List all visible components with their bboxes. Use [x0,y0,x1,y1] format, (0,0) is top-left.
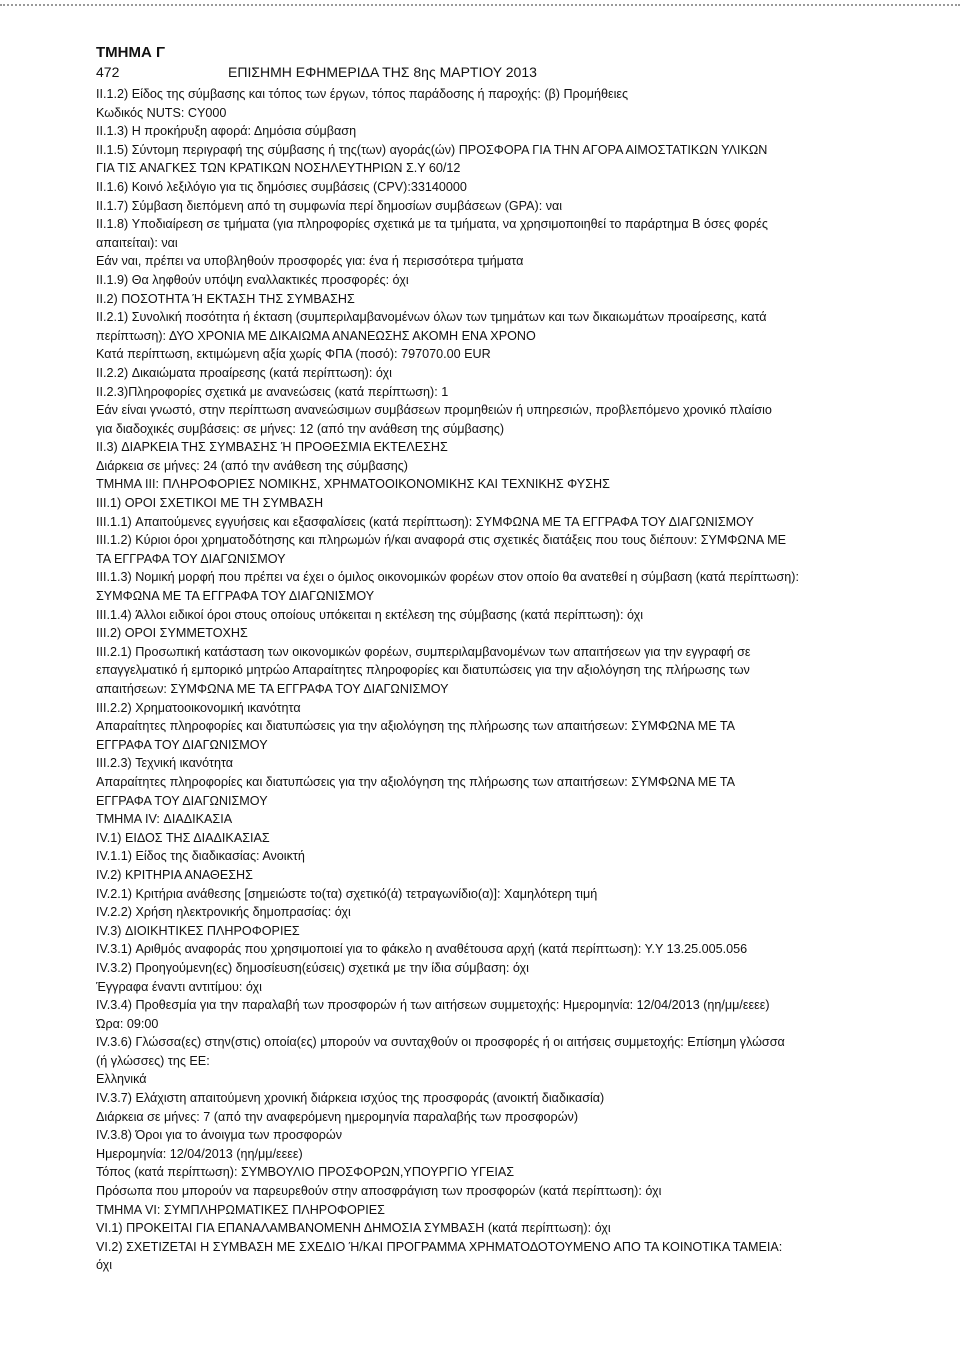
notice-line: Ημερομηνία: 12/04/2013 (ηη/μμ/εεεε) [96,1146,303,1161]
notice-line: II.2.2) Δικαιώματα προαίρεσης (κατά περίπτωση): όχι [96,365,392,380]
notice-line: II.1.7) Σύμβαση διεπόμενη από τη συμφωνία περί δημοσίων συμβάσεων (GPA): ναι [96,198,563,213]
notice-line: ΓΙΑ ΤΙΣ ΑΝΑΓΚΕΣ ΤΩΝ ΚΡΑΤΙΚΩΝ ΝΟΣΗΛΕΥΤΗΡΙΩΝ Σ.Υ 60/12 [96,161,461,176]
notice-line: IV.3.7) Ελάχιστη απαιτούμενη χρονική διάρκεια ισχύος της προσφοράς (ανοικτή διαδικασία) [96,1091,605,1106]
notice-line: Τόπος (κατά περίπτωση): ΣΥΜΒΟΥΛΙΟ ΠΡΟΣΦΟΡΩΝ,ΥΠΟΥΡΓΙΟ ΥΓΕΙΑΣ [96,1165,515,1180]
notice-line: απαιτείται): ναι [96,235,178,250]
page-number: 472 [96,64,120,80]
notice-line: ΕΓΓΡΑΦΑ ΤΟΥ ΔΙΑΓΩΝΙΣΜΟΥ [96,737,268,752]
notice-line: ΕΓΓΡΑΦΑ ΤΟΥ ΔΙΑΓΩΝΙΣΜΟΥ [96,793,268,808]
notice-line: II.2) ΠΟΣΟΤΗΤΑ Ή ΕΚΤΑΣΗ ΤΗΣ ΣΥΜΒΑΣΗΣ [96,291,355,306]
notice-line: ΤΜΗΜΑ IV: ΔΙΑΔΙΚΑΣΙΑ [96,812,233,827]
notice-line: II.2.1) Συνολική ποσότητα ή έκταση (συμπεριλαμβανομένων όλων των τμημάτων και των δικαιωμάτων προαίρεσης, κατά [96,310,767,325]
notice-line: III.1.1) Απαιτούμενες εγγυήσεις και εξασφαλίσεις (κατά περίπτωση): ΣΥΜΦΩΝΑ ΜΕ ΤΑ ΕΓΓΡΑΦΑ ΤΟΥ ΔΙΑΓΩΝΙΣΜΟΥ [96,514,754,529]
notice-line: Ώρα: 09:00 [96,1016,159,1031]
notice-line: IV.3.2) Προηγούμενη(ες) δημοσίευση(εύσεις) σχετικά με την ίδια σύμβαση: όχι [96,960,529,975]
notice-line: IV.2.2) Χρήση ηλεκτρονικής δημοπρασίας: όχι [96,905,351,920]
notice-line: III.2.3) Τεχνική ικανότητα [96,756,234,771]
notice-line: III.2.1) Προσωπική κατάσταση των οικονομικών φορέων, συμπεριλαμβανομένων των απαιτήσεων για την εγγραφή σε [96,644,751,659]
notice-line: II.2.3)Πληροφορίες σχετικά με ανανεώσεις (κατά περίπτωση): 1 [96,384,449,399]
notice-line: IV.3) ΔΙΟΙΚΗΤΙΚΕΣ ΠΛΗΡΟΦΟΡΙΕΣ [96,923,300,938]
notice-line: περίπτωση): ΔΥΟ ΧΡΟΝΙΑ ΜΕ ΔΙΚΑΙΩΜΑ ΑΝΑΝΕΩΣΗΣ ΑΚΟΜΗ ΕΝΑ ΧΡΟΝΟ [96,328,536,343]
notice-line: Εάν είναι γνωστό, στην περίπτωση ανανεώσιμων συμβάσεων προμηθειών ή υπηρεσιών, προβλεπόμενο χρονικό πλαίσιο [96,403,772,418]
notice-line: IV.1) ΕΙΔΟΣ ΤΗΣ ΔΙΑΔΙΚΑΣΙΑΣ [96,830,270,845]
page-header [96,63,886,81]
notice-line: II.1.5) Σύντομη περιγραφή της σύμβασης ή της(των) αγοράς(ών) ΠΡΟΣΦΟΡΑ ΓΙΑ ΤΗΝ ΑΓΟΡΑ ΑΙΜΟΣΤΑΤΙΚΩΝ ΥΛΙΚΩΝ [96,142,768,157]
notice-line: IV.3.8) Όροι για το άνοιγμα των προσφορών [96,1128,343,1143]
notice-line: ΤΜΗΜΑ VI: ΣΥΜΠΛΗΡΩΜΑΤΙΚΕΣ ΠΛΗΡΟΦΟΡΙΕΣ [96,1202,385,1217]
notice-line: II.1.8) Υποδιαίρεση σε τμήματα (για πληροφορίες σχετικά με τα τμήματα, να χρησιμοποιηθεί το παράρτημα Β όσες φορές [96,217,768,232]
notice-line: Διάρκεια σε μήνες: 7 (από την αναφερόμενη ημερομηνία παραλαβής των προσφορών) [96,1109,579,1124]
notice-line: Εάν ναι, πρέπει να υποβληθούν προσφορές για: ένα ή περισσότερα τμήματα [96,254,524,269]
notice-line: VI.2) ΣΧΕΤΙΖΕΤΑΙ Η ΣΥΜΒΑΣΗ ΜΕ ΣΧΕΔΙΟ Ή/ΚΑΙ ΠΡΟΓΡΑΜΜΑ ΧΡΗΜΑΤΟΔΟΤΟΥΜΕΝΟ ΑΠΟ ΤΑ ΚΟΙΝΟΤΙΚΑ ΤΑΜΕΙΑ: [96,1239,783,1254]
notice-line: Απαραίτητες πληροφορίες και διατυπώσεις για την αξιολόγηση της πλήρωσης των απαιτήσεων: ΣΥΜΦΩΝΑ ΜΕ ΤΑ [96,774,736,789]
notice-line: III.2.2) Χρηματοοικονομική ικανότητα [96,700,301,715]
notice-line: ΣΥΜΦΩΝΑ ΜΕ ΤΑ ΕΓΓΡΑΦΑ ΤΟΥ ΔΙΑΓΩΝΙΣΜΟΥ [96,589,375,604]
notice-line: IV.2) ΚΡΙΤΗΡΙΑ ΑΝΑΘΕΣΗΣ [96,867,253,882]
notice-line: Έγγραφα έναντι αντιτίμου: όχι [96,979,262,994]
notice-line: επαγγελματικό ή εμπορικό μητρώο Απαραίτητες πληροφορίες και διατυπώσεις για την αξιολόγηση της πλήρωσης των [96,663,750,678]
notice-line: απαιτήσεων: ΣΥΜΦΩΝΑ ΜΕ ΤΑ ΕΓΓΡΑΦΑ ΤΟΥ ΔΙΑΓΩΝΙΣΜΟΥ [96,682,449,696]
notice-line: III.1) ΟΡΟΙ ΣΧΕΤΙΚΟΙ ΜΕ ΤΗ ΣΥΜΒΑΣΗ [96,496,324,511]
notice-line: Ελληνικά [96,1072,147,1087]
notice-line: Πρόσωπα που μπορούν να παρευρεθούν στην αποσφράγιση των προσφορών (κατά περίπτωση): όχι [96,1184,662,1199]
notice-body [96,85,886,1275]
notice-line: VI.1) ΠΡΟΚΕΙΤΑΙ ΓΙΑ ΕΠΑΝΑΛΑΜΒΑΝΟΜΕΝΗ ΔΗΜΟΣΙΑ ΣΥΜΒΑΣΗ (κατά περίπτωση): όχι [96,1221,611,1236]
notice-line: IV.3.6) Γλώσσα(ες) στην(στις) οποία(ες) μπορούν να συνταχθούν οι προσφορές ή οι αιτήσεις συμμετοχής: Επίσημη γλώσσα [96,1035,785,1050]
notice-line: όχι [96,1258,113,1273]
scan-top-edge [0,4,960,6]
section-label: ΤΜΗΜΑ Γ [96,44,166,61]
notice-line: II.3) ΔΙΑΡΚΕΙΑ ΤΗΣ ΣΥΜΒΑΣΗΣ Ή ΠΡΟΘΕΣΜΙΑ ΕΚΤΕΛΕΣΗΣ [96,440,448,455]
notice-line: για διαδοχικές συμβάσεις: σε μήνες: 12 (από την ανάθεση της σύμβασης) [96,421,505,436]
gazette-title: ΕΠΙΣΗΜΗ ΕΦΗΜΕΡΙΔΑ ΤΗΣ 8ης ΜΑΡΤΙΟΥ 2013 [228,64,537,80]
notice-line: II.1.9) Θα ληφθούν υπόψη εναλλακτικές προσφορές: όχι [96,272,409,287]
notice-line: ΤΑ ΕΓΓΡΑΦΑ ΤΟΥ ΔΙΑΓΩΝΙΣΜΟΥ [96,551,286,566]
notice-line: Απαραίτητες πληροφορίες και διατυπώσεις για την αξιολόγηση της πλήρωσης των απαιτήσεων: ΣΥΜΦΩΝΑ ΜΕ ΤΑ [96,719,736,734]
notice-line: III.1.2) Κύριοι όροι χρηματοδότησης και πληρωμών ή/και αναφορά στις σχετικές διατάξεις που τους διέπουν: ΣΥΜΦΩΝΑ ΜΕ [96,533,787,548]
notice-line: Κατά περίπτωση, εκτιμώμενη αξία χωρίς ΦΠΑ (ποσό): 797070.00 EUR [96,347,491,362]
notice-line: IV.3.1) Αριθμός αναφοράς που χρησιμοποιεί για το φάκελο η αναθέτουσα αρχή (κατά περίπτωση): Υ.Υ 13.25.005.056 [96,942,748,957]
notice-line: II.1.2) Είδος της σύμβασης και τόπος των έργων, τόπος παράδοσης ή παροχής: (β) Προμήθειες [96,87,629,101]
gazette-page [96,44,886,1275]
notice-line: II.1.3) Η προκήρυξη αφορά: Δημόσια σύμβαση [96,124,357,139]
notice-line: IV.3.4) Προθεσμία για την παραλαβή των προσφορών ή των αιτήσεων συμμετοχής: Ημερομηνία: 12/04/2013 (ηη/μμ/εεεε) [96,998,770,1013]
notice-line: III.1.4) Άλλοι ειδικοί όροι στους οποίους υπόκειται η εκτέλεση της σύμβασης (κατά περίπτωση): όχι [96,607,644,622]
notice-line: (ή γλώσσες) της ΕΕ: [96,1053,210,1068]
notice-line: III.1.3) Νομική μορφή που πρέπει να έχει ο όμιλος οικονομικών φορέων στον οποίο θα ανατεθεί η σύμβαση (κατά περίπτωση): [96,570,799,585]
notice-line: IV.2.1) Κριτήρια ανάθεσης [σημειώστε το(τα) σχετικό(ά) τετραγωνίδιο(α)]: Χαμηλότερη τιμή [96,886,598,901]
notice-line: III.2) ΟΡΟΙ ΣΥΜΜΕΤΟΧΗΣ [96,626,248,641]
notice-line: Διάρκεια σε μήνες: 24 (από την ανάθεση της σύμβασης) [96,458,408,473]
notice-line: Κωδικός NUTS: CY000 [96,105,227,120]
notice-line: IV.1.1) Είδος της διαδικασίας: Ανοικτή [96,849,305,864]
notice-line: II.1.6) Κοινό λεξιλόγιο για τις δημόσιες συμβάσεις (CPV):33140000 [96,179,467,194]
notice-line: ΤΜΗΜΑ III: ΠΛΗΡΟΦΟΡΙΕΣ ΝΟΜΙΚΗΣ, ΧΡΗΜΑΤΟΟΙΚΟΝΟΜΙΚΗΣ ΚΑΙ ΤΕΧΝΙΚΗΣ ΦΥΣΗΣ [96,477,610,492]
